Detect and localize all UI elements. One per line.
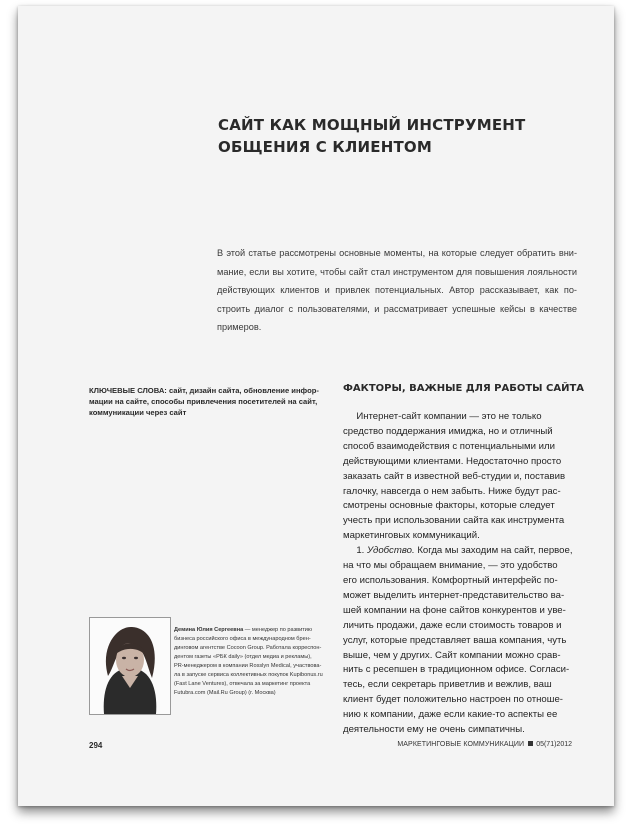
magazine-page bbox=[18, 6, 614, 806]
lead-line: строить диалог с пользователями, и рассматривает успешные кейсы в качестве bbox=[217, 303, 577, 314]
body-line: маркетинговых коммуникаций. bbox=[343, 530, 480, 542]
lead-line: мание, если вы хотите, чтобы сайт стал инструментом для повышения лояльности bbox=[217, 266, 577, 277]
body-line: шей компании на фоне сайтов конкурентов и уве- bbox=[343, 604, 566, 616]
bio-line: ла в запуске сервиса коллективных покупок Kupibonus.ru bbox=[174, 672, 323, 678]
keywords-line: мации на сайте, способы привлечения посетителей на сайт, bbox=[89, 397, 318, 406]
body-line: заказать сайт в известной веб-студии и, поставив bbox=[343, 470, 566, 482]
article-title bbox=[218, 114, 558, 158]
body-line: на что мы обращаем внимание, — это удобство bbox=[343, 560, 558, 572]
square-bullet-icon bbox=[528, 741, 533, 746]
author-photo bbox=[89, 617, 171, 715]
body-line: способ взаимодействия с потенциальными или bbox=[343, 440, 555, 452]
author-bio bbox=[174, 626, 336, 698]
body-line: 1. Удобство. Когда мы заходим на сайт, первое, bbox=[343, 545, 573, 557]
body-line: галочку, навсегда о нем забыть. Ниже будут рас- bbox=[343, 485, 561, 497]
lead-line: действующих клиентов и привлек потенциальных. Автор рассказывает, как по- bbox=[217, 285, 577, 296]
bio-line bbox=[174, 626, 336, 635]
bio-line: (Fast Lane Ventures), отвечала за маркетинг проекта bbox=[174, 681, 311, 687]
body-line: личить продажи, даже если стоимость товаров и bbox=[343, 619, 562, 631]
issue-number: 05(71)2012 bbox=[536, 741, 572, 748]
bio-line: PR-менеджером в компании Rosslyn Medical, участвова- bbox=[174, 663, 322, 669]
body-line: средство поддержания имиджа, но и отличный bbox=[343, 425, 553, 437]
bio-text: — менеджер по развитию bbox=[243, 627, 313, 633]
title-line: ОБЩЕНИЯ С КЛИЕНТОМ bbox=[218, 138, 433, 156]
bio-line: бизнеса российского офиса в международном брен- bbox=[174, 636, 311, 642]
article-lead bbox=[217, 244, 577, 337]
journal-footer bbox=[397, 741, 572, 748]
body-line: нию к компании, даже если какие-то аспекты ее bbox=[343, 709, 558, 721]
body-line: его использования. Комфортный интерфейс по- bbox=[343, 574, 558, 586]
emphasis: Удобство. bbox=[367, 545, 415, 557]
title-line: САЙТ КАК МОЩНЫЙ ИНСТРУМЕНТ bbox=[218, 116, 526, 134]
body-line: клиент будет положительно настроен по отноше- bbox=[343, 694, 563, 706]
section-heading: ФАКТОРЫ, ВАЖНЫЕ ДЛЯ РАБОТЫ САЙТА bbox=[343, 383, 585, 394]
body-line: тесь, если секретарь приветлив и вежлив, ваш bbox=[343, 679, 552, 691]
journal-name: МАРКЕТИНГОВЫЕ КОММУНИКАЦИИ bbox=[397, 741, 525, 748]
bio-line: дентом газеты «РБК daily» (отдел медиа и рекламы), bbox=[174, 654, 312, 660]
page-number: 294 bbox=[89, 741, 103, 750]
body-line: смотрены основные факторы, которые следует bbox=[343, 500, 555, 512]
bio-line: динговом агентстве Cocoon Group. Работала корреспон- bbox=[174, 645, 322, 651]
body-line: действующими клиентами. Недостаточно просто bbox=[343, 455, 562, 467]
keywords-line: КЛЮЧЕВЫЕ СЛОВА: сайт, дизайн сайта, обновление инфор- bbox=[89, 386, 319, 395]
author-name: Демина Юлия Сергеевна bbox=[174, 627, 244, 633]
bio-line: Futubra.com (Mail.Ru Group) (г. Москва) bbox=[174, 690, 276, 696]
body-line: услуг, которые представляет ваша компания, чуть bbox=[343, 634, 567, 646]
body-line: выше, чем у других. Сайт компании можно срав- bbox=[343, 649, 561, 661]
keywords-line: коммуникации через сайт bbox=[89, 408, 187, 417]
body-line: может выделить интернет-представительство ва- bbox=[343, 589, 565, 601]
body-line: Интернет-сайт компании — это не только bbox=[343, 411, 542, 422]
body-line: нить с ресепшен в традиционном офисе. Согласи- bbox=[343, 664, 570, 676]
keywords bbox=[89, 385, 329, 418]
body-line: учесть при использовании сайта как инструмента bbox=[343, 515, 565, 527]
article-body bbox=[343, 410, 588, 738]
lead-line: В этой статье рассмотрены основные моменты, на которые следует обратить вни- bbox=[217, 248, 577, 258]
lead-line: примеров. bbox=[217, 322, 262, 333]
body-line: деятельности ему не очень симпатичны. bbox=[343, 724, 525, 736]
